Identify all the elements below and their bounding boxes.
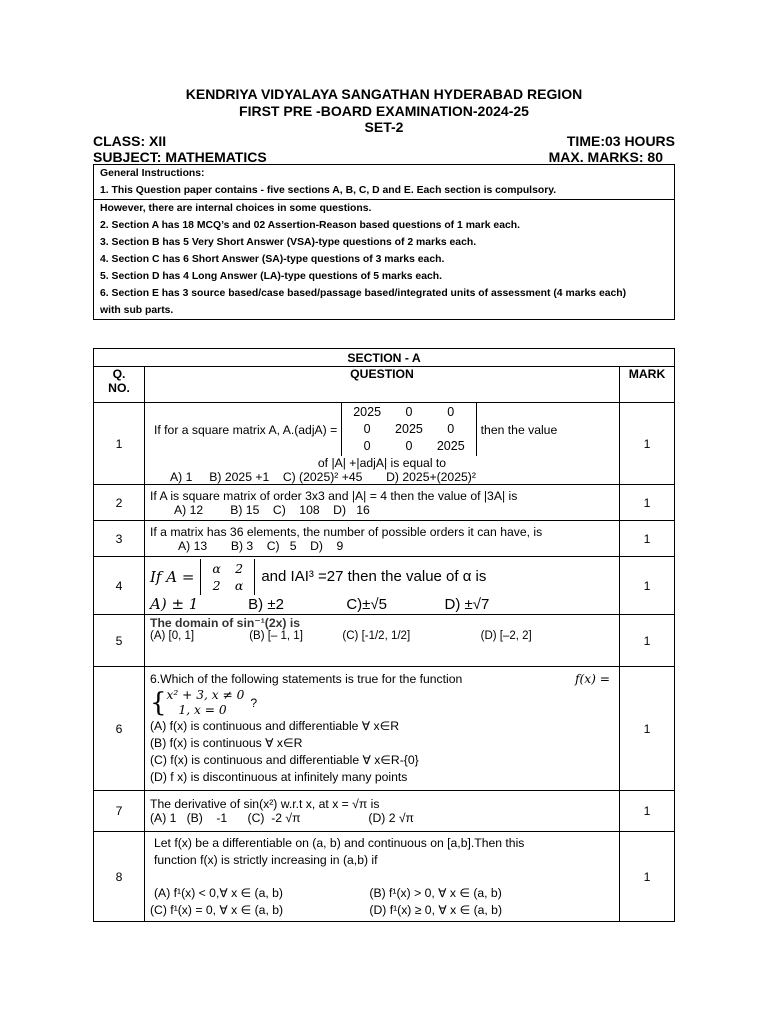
question-stem: If a matrix has 36 elements, the number of possible orders it can have, is: [150, 524, 543, 539]
question-stem: Let f(x) be a differentiable on (a, b) and continuous on [a,b].Then this: [154, 835, 525, 850]
options: A) ± 1 B) ±2 C)±√5 D) ±√7: [150, 594, 490, 613]
options: A) 12 B) 15 C) 108 D) 16: [174, 502, 370, 517]
question-mark: 1: [620, 557, 675, 615]
question-number: 6: [94, 667, 145, 791]
col-header-question: QUESTION: [145, 367, 620, 403]
options: (A) f¹(x) < 0,∀ x ∈ (a, b) (B) f¹(x) > 0, ∀ x ∈ (a, b): [154, 885, 502, 900]
question-number: 2: [94, 485, 145, 521]
question-cell: [145, 791, 620, 832]
question-cell: [145, 557, 620, 615]
time-label: TIME:03 HOURS: [566, 133, 675, 149]
question-number: 4: [94, 557, 145, 615]
question-cell: [145, 667, 620, 791]
question-stem: The derivative of sin(x²) w.r.t x, at x = √π is: [150, 797, 380, 811]
exam-title: FIRST PRE -BOARD EXAMINATION-2024-25: [239, 103, 529, 119]
function-label: f(x) =: [575, 672, 610, 686]
question-stem: then the value: [480, 422, 558, 437]
matrix: α 2 2 α: [200, 559, 255, 595]
option: (C) f(x) is continuous and differentiable ∀ x∈R-{0}: [150, 753, 419, 767]
col-header-mark: MARK: [620, 367, 675, 403]
question-stem: If A is square matrix of order 3x3 and |A| = 4 then the value of |3A| is: [150, 488, 518, 503]
question-row: [94, 557, 675, 615]
question-mark: 1: [620, 485, 675, 521]
question-row: [94, 615, 675, 667]
question-mark: 1: [620, 791, 675, 832]
matrix: 2025 0 0 0 2025 0 0 0 2025: [341, 403, 476, 456]
question-stem: of |A| +|adjA| is equal to: [317, 456, 447, 470]
general-instructions: [93, 164, 675, 320]
question-mark: 1: [620, 832, 675, 922]
section-title: SECTION - A: [94, 349, 675, 367]
question-row: [94, 521, 675, 557]
question-cell: [145, 403, 620, 485]
question-mark: 1: [620, 521, 675, 557]
question-row: [94, 667, 675, 791]
instruction-line: 2. Section A has 18 MCQ’s and 02 Assertion-Reason based questions of 1 mark each.: [100, 220, 520, 231]
question-cell: [145, 485, 620, 521]
instruction-line: 5. Section D has 4 Long Answer (LA)-type questions of 5 marks each.: [100, 271, 443, 282]
instruction-line: 3. Section B has 5 Very Short Answer (VSA)-type questions of 2 marks each.: [100, 237, 477, 248]
options: (A) [0, 1] (B) [– 1, 1] (C) [-1/2, 1/2] (D) [–2, 2]: [150, 630, 532, 642]
question-row: [94, 791, 675, 832]
question-cell: [145, 615, 620, 667]
question-row: [94, 485, 675, 521]
question-stem: 6.Which of the following statements is true for the function: [150, 672, 463, 686]
options: A) 1 B) 2025 +1 C) (2025)² +45 D) 2025+(2025)²: [170, 470, 476, 484]
question-stem: and IAI³ =27 then the value of α is: [261, 568, 487, 585]
options: (C) f¹(x) = 0, ∀ x ∈ (a, b) (D) f¹(x) ≥ 0, ∀ x ∈ (a, b): [150, 902, 503, 917]
question-cell: [145, 832, 620, 922]
col-header-qno: Q. NO.: [94, 367, 145, 403]
question-number: 8: [94, 832, 145, 922]
question-number: 3: [94, 521, 145, 557]
subject-label: SUBJECT: MATHEMATICS: [93, 149, 267, 165]
question-mark: 1: [620, 615, 675, 667]
options: A) 13 B) 3 C) 5 D) 9: [178, 538, 344, 553]
piecewise-function: { x² + 3, x ≠ 0 1, x = 0 ?: [150, 688, 258, 718]
question-row: [94, 832, 675, 922]
option: (D) f x) is discontinuous at infinitely many points: [150, 770, 408, 784]
question-stem: The domain of sin⁻¹(2x) is: [150, 616, 300, 630]
question-row: [94, 403, 675, 485]
question-mark: 1: [620, 403, 675, 485]
instruction-line: General Instructions:: [100, 168, 205, 179]
option: (B) f(x) is continuous ∀ x∈R: [150, 736, 303, 750]
question-number: 1: [94, 403, 145, 485]
question-number: 5: [94, 615, 145, 667]
class-label: CLASS: XII: [93, 133, 167, 149]
question-cell: [145, 521, 620, 557]
question-number: 7: [94, 791, 145, 832]
set-label: SET-2: [364, 119, 404, 135]
question-stem: If A =: [150, 567, 195, 586]
instruction-line: 4. Section C has 6 Short Answer (SA)-type questions of 3 marks each.: [100, 254, 445, 265]
options: (A) 1 (B) -1 (C) -2 √π (D) 2 √π: [150, 811, 414, 825]
instruction-line: 6. Section E has 3 source based/case based/passage based/integrated units of assessment (4 marks each): [100, 288, 627, 299]
instruction-line: However, there are internal choices in some questions.: [94, 199, 674, 217]
question-stem: function f(x) is strictly increasing in (a,b) if: [154, 852, 378, 867]
instruction-line: 1. This Question paper contains - five sections A, B, C, D and E. Each section is compulsory.: [100, 185, 557, 196]
instruction-line: with sub parts.: [100, 305, 174, 316]
school-title: KENDRIYA VIDYALAYA SANGATHAN HYDERABAD REGION: [185, 86, 583, 102]
section-a-table: [93, 348, 675, 922]
option: (A) f(x) is continuous and differentiable ∀ x∈R: [150, 719, 400, 733]
max-marks-label: MAX. MARKS: 80: [548, 149, 663, 165]
question-mark: 1: [620, 667, 675, 791]
question-stem: If for a square matrix A, A.(adjA) =: [154, 422, 338, 437]
